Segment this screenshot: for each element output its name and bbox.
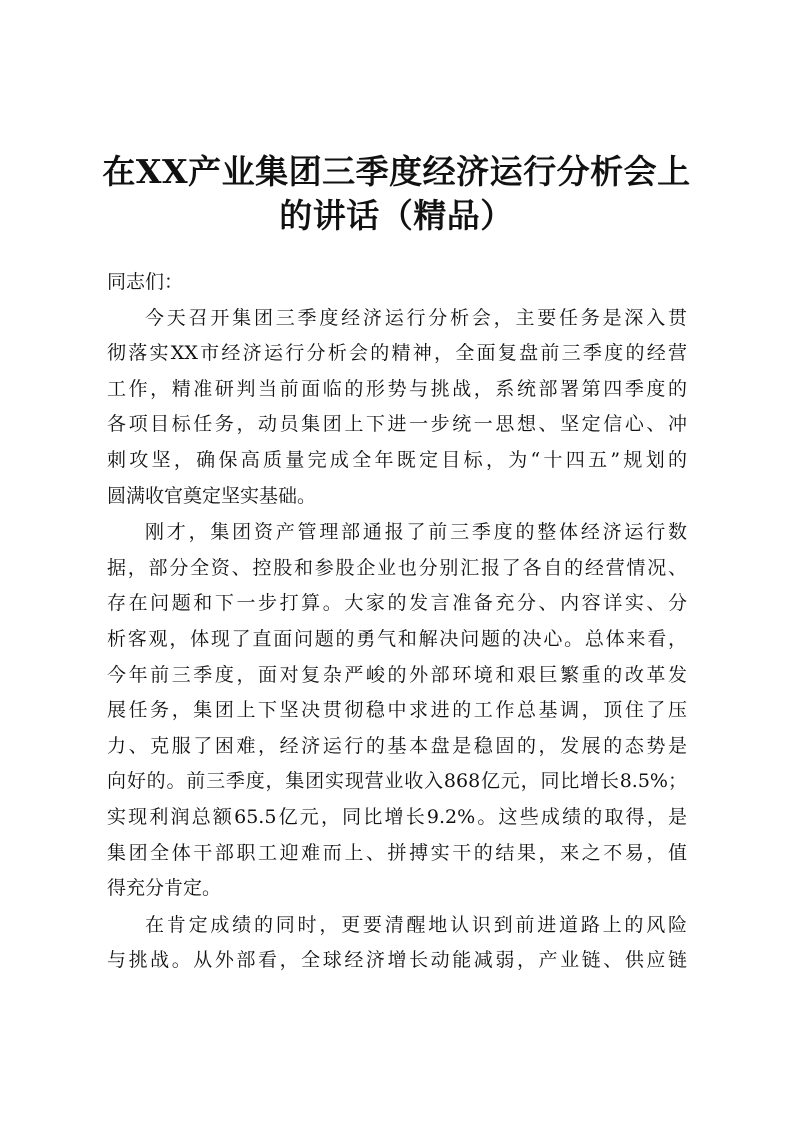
paragraph-line: 与挑战。从外部看，全球经济增长动能减弱，产业链、供应链 bbox=[107, 949, 687, 972]
paragraph-line: 今年前三季度，面对复杂严峻的外部环境和艰巨繁重的改革发 bbox=[107, 663, 687, 686]
paragraph-line: 展任务，集团上下坚决贯彻稳中求进的工作总基调，顶住了压 bbox=[107, 699, 687, 722]
paragraph-line: 彻落实XX市经济运行分析会的精神，全面复盘前三季度的经营 bbox=[107, 342, 687, 365]
paragraph-line: 得充分肯定。 bbox=[107, 877, 222, 900]
document-title bbox=[100, 150, 693, 238]
paragraph-line: 刺攻坚，确保高质量完成全年既定目标，为“十四五”规划的 bbox=[107, 448, 687, 471]
paragraph-line: 集团全体干部职工迎难而上、拼搏实干的结果，来之不易，值 bbox=[107, 841, 687, 864]
speech-body bbox=[107, 265, 687, 979]
paragraph-line: 实现利润总额65.5亿元，同比增长9.2%。这些成绩的取得，是 bbox=[107, 805, 687, 828]
salutation: 同志们： bbox=[107, 271, 184, 293]
paragraph-line: 力、克服了困难，经济运行的基本盘是稳固的，发展的态势是 bbox=[107, 734, 687, 757]
paragraph-line: 析客观，体现了直面问题的勇气和解决问题的决心。总体来看， bbox=[107, 627, 687, 650]
paragraph-line: 工作，精准研判当前面临的形势与挑战，系统部署第四季度的 bbox=[107, 377, 687, 400]
paragraph-line: 圆满收官奠定坚实基础。 bbox=[107, 484, 317, 507]
paragraph-line: 据，部分全资、控股和参股企业也分别汇报了各自的经营情况、 bbox=[107, 556, 687, 579]
title-line-1: 在XX产业集团三季度经济运行分析会上 bbox=[102, 152, 691, 191]
paragraph-line: 刚才，集团资产管理部通报了前三季度的整体经济运行数 bbox=[145, 521, 687, 544]
paragraph-line: 在肯定成绩的同时，更要清醒地认识到前进道路上的风险 bbox=[145, 913, 687, 936]
paragraph-line: 今天召开集团三季度经济运行分析会，主要任务是深入贯 bbox=[145, 306, 687, 329]
paragraph-line: 各项目标任务，动员集团上下进一步统一思想、坚定信心、冲 bbox=[107, 413, 687, 436]
paragraph-line: 存在问题和下一步打算。大家的发言准备充分、内容详实、分 bbox=[107, 592, 687, 615]
paragraph-3 bbox=[107, 908, 687, 979]
paragraph-2 bbox=[107, 515, 687, 907]
paragraph-line: 向好的。前三季度，集团实现营业收入868亿元，同比增长8.5%； bbox=[107, 770, 687, 793]
paragraph-1 bbox=[107, 301, 687, 515]
title-line-2: 的讲话（精品） bbox=[279, 196, 514, 235]
